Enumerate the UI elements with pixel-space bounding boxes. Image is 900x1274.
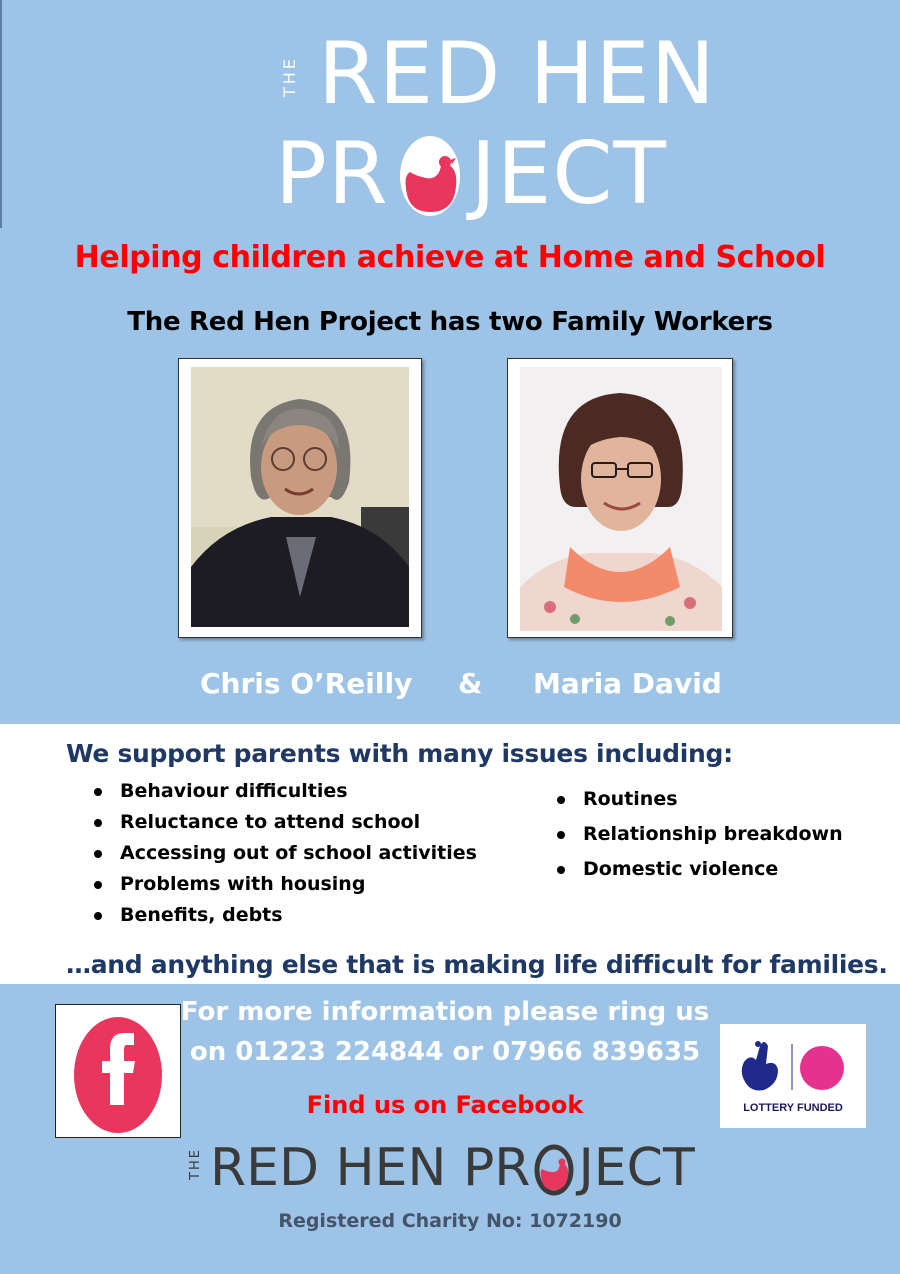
closing-statement: …and anything else that is making life difficult for families. [66, 950, 888, 979]
edge-line [0, 0, 2, 228]
photo-chris [178, 358, 422, 638]
facebook-logo[interactable] [55, 1004, 181, 1138]
issues-list-left [94, 776, 477, 931]
contact-line-1: For more information please ring us [180, 997, 710, 1027]
logo-the-text: THE [280, 56, 299, 97]
list-item: Reluctance to attend school [94, 807, 477, 838]
list-item: Domestic violence [557, 852, 843, 887]
photo-maria [507, 358, 733, 638]
footer-logo-start: RED HEN PR [210, 1138, 531, 1198]
egg-hen-icon [392, 126, 468, 222]
contact-info [180, 992, 710, 1072]
lottery-funded-text: LOTTERY FUNDED [743, 1102, 843, 1114]
portrait-image [520, 367, 722, 631]
list-item: Relationship breakdown [557, 817, 843, 852]
logo-red-hen: RED HEN [318, 24, 716, 124]
logo-project [275, 124, 667, 224]
list-item: Behaviour difficulties [94, 776, 477, 807]
crossed-fingers-icon [720, 1024, 866, 1102]
list-item: Problems with housing [94, 869, 477, 900]
lottery-funded-logo [720, 1024, 866, 1128]
footer-logo [210, 1138, 695, 1198]
footer-logo-end: JECT [578, 1138, 695, 1198]
family-workers-heading: The Red Hen Project has two Family Workers [127, 307, 773, 337]
footer-logo-the-text: THE [188, 1148, 203, 1180]
portrait-image [191, 367, 409, 627]
facebook-link[interactable]: Find us on Facebook [306, 1091, 584, 1119]
charity-number: Registered Charity No: 1072190 [278, 1210, 622, 1232]
logo-project-start: PR [275, 124, 389, 224]
facebook-egg-icon [56, 1005, 180, 1137]
ampersand: & [458, 667, 483, 700]
issues-list-right [557, 782, 843, 887]
tagline: Helping children achieve at Home and School [74, 240, 826, 275]
worker-name-2: Maria David [533, 667, 722, 700]
contact-phone-numbers: on 01223 224844 or 07966 839635 [189, 1037, 701, 1067]
worker-name-1: Chris O’Reilly [200, 667, 413, 700]
egg-hen-icon [532, 1140, 576, 1196]
list-item: Routines [557, 782, 843, 817]
list-item: Benefits, debts [94, 900, 477, 931]
support-heading: We support parents with many issues including: [66, 739, 733, 768]
logo-project-end: JECT [470, 124, 667, 224]
list-item: Accessing out of school activities [94, 838, 477, 869]
